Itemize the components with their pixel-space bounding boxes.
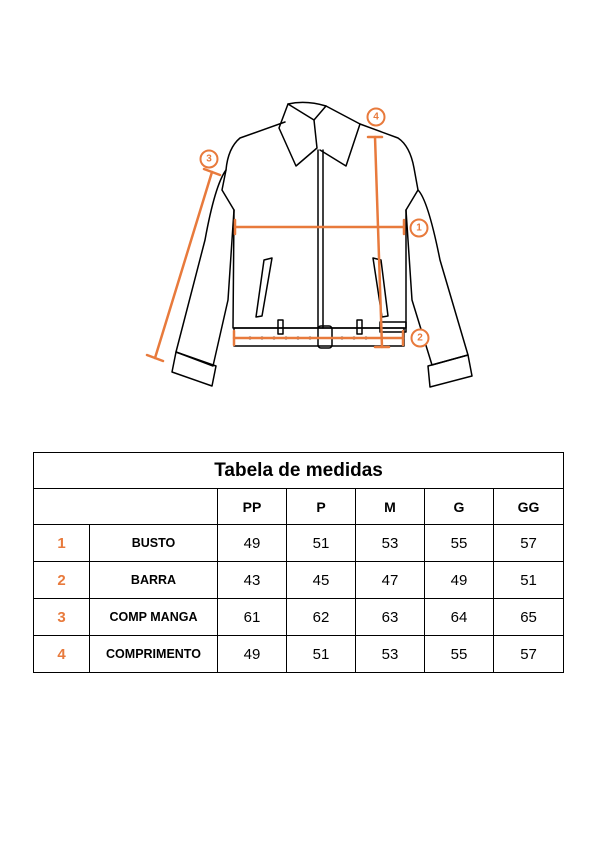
measure-value: 49 — [218, 525, 287, 562]
jacket-body — [222, 122, 418, 328]
left-cuff — [172, 352, 216, 386]
table-row — [34, 636, 564, 673]
measure-value: 51 — [287, 636, 356, 673]
measure-value: 45 — [287, 562, 356, 599]
measure-value: 57 — [494, 636, 564, 673]
row-label: COMP MANGA — [90, 599, 218, 636]
callout-1-label: 1 — [416, 222, 422, 234]
row-label: COMPRIMENTO — [90, 636, 218, 673]
sleeve-measure-line — [155, 172, 212, 358]
measure-value: 43 — [218, 562, 287, 599]
row-number: 1 — [34, 525, 90, 562]
size-header-gg: GG — [494, 489, 564, 525]
right-cuff — [428, 355, 472, 387]
size-header-m: M — [356, 489, 425, 525]
row-number: 3 — [34, 599, 90, 636]
row-number: 4 — [34, 636, 90, 673]
measure-value: 55 — [425, 636, 494, 673]
measure-value: 64 — [425, 599, 494, 636]
size-chart-table — [33, 452, 564, 673]
collar-back — [288, 102, 326, 106]
measure-value: 51 — [494, 562, 564, 599]
size-header-pp: PP — [218, 489, 287, 525]
measure-value: 57 — [494, 525, 564, 562]
callout-3-label: 3 — [206, 153, 212, 165]
measure-value: 63 — [356, 599, 425, 636]
size-header-p: P — [287, 489, 356, 525]
table-title: Tabela de medidas — [34, 453, 564, 489]
row-number: 2 — [34, 562, 90, 599]
table-row — [34, 525, 564, 562]
measure-value: 51 — [287, 525, 356, 562]
measure-value: 49 — [425, 562, 494, 599]
table-row — [34, 562, 564, 599]
size-header-row — [34, 489, 564, 525]
left-sleeve — [176, 170, 234, 366]
callout-2-label: 2 — [417, 332, 423, 344]
size-header-g: G — [425, 489, 494, 525]
measure-value: 61 — [218, 599, 287, 636]
row-label: BUSTO — [90, 525, 218, 562]
measure-value: 49 — [218, 636, 287, 673]
measure-value: 47 — [356, 562, 425, 599]
callout-4-label: 4 — [373, 111, 379, 123]
collar-right — [314, 106, 360, 166]
measure-value: 53 — [356, 636, 425, 673]
table-row — [34, 599, 564, 636]
measure-value: 65 — [494, 599, 564, 636]
header-blank-cell — [34, 489, 218, 525]
left-pocket — [256, 258, 272, 317]
row-label: BARRA — [90, 562, 218, 599]
jacket-illustration — [0, 0, 596, 420]
collar-left — [279, 104, 317, 166]
measure-value: 53 — [356, 525, 425, 562]
measure-value: 55 — [425, 525, 494, 562]
measure-value: 62 — [287, 599, 356, 636]
length-measure-line — [375, 137, 382, 347]
